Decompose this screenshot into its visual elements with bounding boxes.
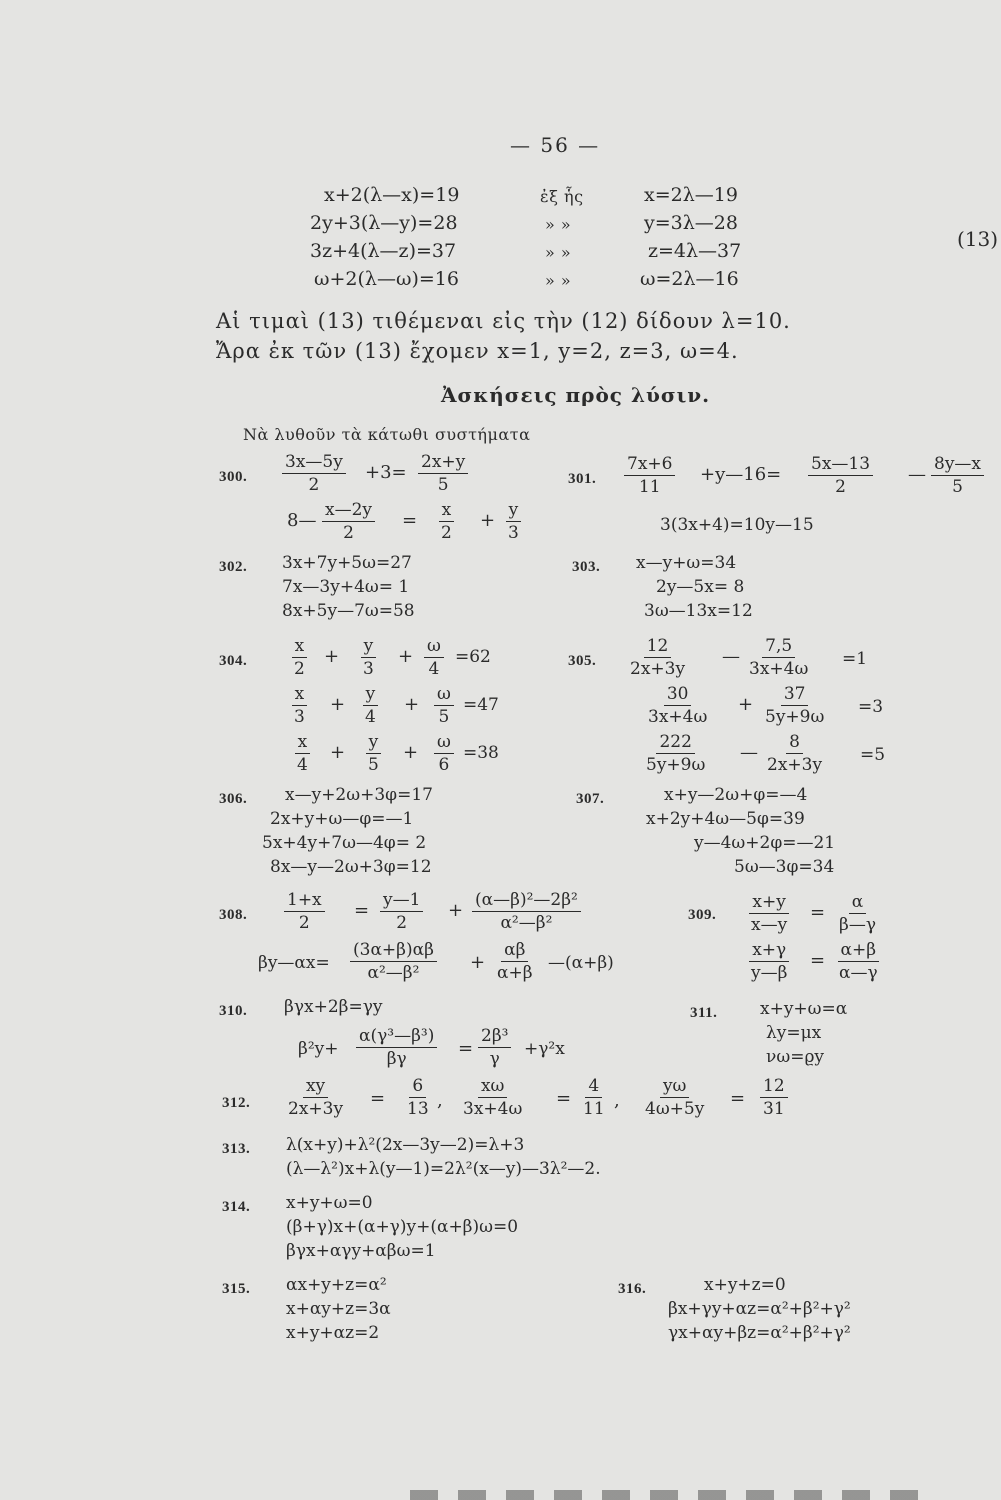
operator: — bbox=[740, 742, 758, 763]
equation-line: y—4ω+2φ=—21 bbox=[694, 833, 836, 853]
operator: — bbox=[722, 646, 740, 667]
fraction: $\frac{x}{3}$ bbox=[291, 684, 308, 727]
fraction: $\frac{5x—13}{2}$ bbox=[808, 454, 873, 497]
fraction: $\frac{y\omega}{4\omega+5y}$ bbox=[645, 1076, 705, 1119]
operator: + bbox=[330, 694, 346, 715]
exercise-number: 308. bbox=[219, 907, 248, 923]
fraction: $\frac{\text{α(γ³—β³)}}{\beta\gamma}$ bbox=[356, 1026, 437, 1069]
equation-line: 8x—y—2ω+3φ=12 bbox=[270, 857, 432, 877]
operator: =5 bbox=[860, 745, 886, 765]
operator: = bbox=[370, 1088, 386, 1109]
equation-line: x+αy+z=3α bbox=[286, 1299, 391, 1319]
fraction: $\frac{37}{5y+9\omega}$ bbox=[765, 684, 825, 727]
operator: =38 bbox=[463, 743, 499, 763]
fraction: $\frac{222}{5y+9\omega}$ bbox=[646, 732, 706, 775]
text-line-1: Αἱ τιμαὶ (13) τιθέμεναι εἰς τὴν (12) δίδουν λ=10. bbox=[216, 309, 791, 333]
instruction: Νὰ λυθοῦν τὰ κάτωθι συστήματα bbox=[243, 425, 531, 444]
operator: + bbox=[330, 742, 346, 763]
operator: +y—16= bbox=[700, 464, 782, 485]
operator: β²y+ bbox=[298, 1039, 339, 1059]
fraction: $\frac{x+y}{x—y}$ bbox=[751, 892, 788, 935]
equation-line: νω=ϱy bbox=[766, 1047, 825, 1067]
sys13-mid-4: » » bbox=[545, 271, 572, 290]
fraction: $\frac{6}{13}$ bbox=[407, 1076, 429, 1119]
fraction: $\frac{x}{4}$ bbox=[294, 732, 311, 775]
fraction: $\frac{\omega}{4}$ bbox=[424, 636, 444, 679]
equation-line: βγx+αγy+αβω=1 bbox=[286, 1241, 436, 1261]
equation-line: βx+γy+αz=α²+β²+γ² bbox=[668, 1299, 851, 1319]
operator: =62 bbox=[455, 647, 491, 667]
operator: = bbox=[810, 950, 826, 971]
operator: + bbox=[324, 646, 340, 667]
fraction: $\frac{y}{5}$ bbox=[365, 732, 382, 775]
sys13-mid-3: » » bbox=[545, 243, 572, 262]
equation-line: x—y+ω=34 bbox=[636, 553, 737, 573]
equation-line: x+y+ω=α bbox=[760, 999, 848, 1019]
fraction: $\frac{\omega}{5}$ bbox=[434, 684, 454, 727]
sys13-left-4: ω+2(λ—ω)=16 bbox=[314, 268, 459, 290]
sys13-right-4: ω=2λ—16 bbox=[640, 268, 739, 290]
fraction: $\frac{\alpha+\beta}{\alpha—\gamma}$ bbox=[839, 940, 878, 983]
fraction: $\frac{x+\gamma}{y—\beta}$ bbox=[751, 940, 788, 983]
equation-line: (λ—λ²)x+λ(y—1)=2λ²(x—y)—3λ²—2. bbox=[286, 1159, 601, 1179]
exercise-number: 315. bbox=[222, 1281, 251, 1297]
equation-line: x+y+z=0 bbox=[704, 1275, 786, 1295]
fraction: $\frac{y}{3}$ bbox=[505, 500, 522, 543]
operator: =3 bbox=[858, 697, 884, 717]
operator: + bbox=[404, 694, 420, 715]
sys13-left-3: 3z+4(λ—z)=37 bbox=[310, 240, 457, 262]
sys13-right-2: y=3λ—28 bbox=[644, 212, 738, 234]
equation-line: 2x+y+ω—φ=—1 bbox=[270, 809, 414, 829]
equation-line: x+y—2ω+φ=—4 bbox=[664, 785, 808, 805]
exercise-number: 310. bbox=[219, 1003, 248, 1019]
fraction: $\frac{12}{2x+3y}$ bbox=[630, 636, 686, 679]
operator: = bbox=[402, 510, 418, 531]
equation-label-13: (13) bbox=[957, 227, 999, 251]
sys13-left-2: 2y+3(λ—y)=28 bbox=[310, 212, 458, 234]
fraction: $\frac{2x+y}{5}$ bbox=[418, 452, 468, 495]
fraction: $\frac{x}{2}$ bbox=[291, 636, 308, 679]
equation-line: 3x+7y+5ω=27 bbox=[282, 553, 412, 573]
equation-line: 3(3x+4)=10y—15 bbox=[660, 515, 814, 535]
fraction: $\frac{12}{31}$ bbox=[760, 1076, 788, 1119]
operator: + bbox=[470, 952, 486, 973]
operator: + bbox=[480, 510, 496, 531]
exercise-number: 303. bbox=[572, 559, 601, 575]
equation-line: 5x+4y+7ω—4φ= 2 bbox=[262, 833, 427, 853]
operator: +3= bbox=[365, 462, 407, 483]
fraction: $\frac{\omega}{6}$ bbox=[434, 732, 454, 775]
fraction: $\frac{\text{2β³}}{\gamma}$ bbox=[478, 1026, 511, 1069]
operator: = bbox=[730, 1088, 746, 1109]
operator: = bbox=[458, 1038, 474, 1059]
fraction: $\frac{x\omega}{3x+4\omega}$ bbox=[463, 1076, 523, 1119]
equation-line: γx+αy+βz=α²+β²+γ² bbox=[668, 1323, 851, 1343]
operator: , bbox=[614, 1090, 620, 1111]
fraction: $\frac{7,5}{3x+4\omega}$ bbox=[749, 636, 809, 679]
fraction: $\frac{\alpha}{\beta—\gamma}$ bbox=[839, 892, 876, 935]
fraction: $\frac{xy}{2x+3y}$ bbox=[288, 1076, 344, 1119]
fraction: $\frac{\text{(α—β)²—2β²}}{\text{α²—β²}}$ bbox=[472, 890, 581, 933]
fraction: $\frac{7x+6}{11}$ bbox=[624, 454, 675, 497]
equation-line: x+y+αz=2 bbox=[286, 1323, 380, 1343]
exercise-number: 314. bbox=[222, 1199, 251, 1215]
equation-line: βγx+2β=γy bbox=[284, 997, 383, 1017]
exercise-number: 305. bbox=[568, 653, 597, 669]
fraction: $\frac{(3\alpha+\beta)\alpha\beta}{\text{α²—β²}}$ bbox=[350, 940, 437, 983]
sys13-mid-1: ἐξ ἧς bbox=[540, 187, 584, 206]
operator: + bbox=[403, 742, 419, 763]
fraction: $\frac{\alpha\beta}{\alpha+\beta}$ bbox=[497, 940, 533, 983]
operator: = bbox=[810, 902, 826, 923]
exercise-number: 313. bbox=[222, 1141, 251, 1157]
exercise-number: 302. bbox=[219, 559, 248, 575]
operator: =47 bbox=[463, 695, 499, 715]
operator: βy—αx= bbox=[258, 953, 330, 973]
operator: + bbox=[738, 694, 754, 715]
equation-line: αx+y+z=α² bbox=[286, 1275, 387, 1295]
exercise-number: 312. bbox=[222, 1095, 251, 1111]
fraction: $\frac{8}{2x+3y}$ bbox=[767, 732, 823, 775]
operator: + bbox=[398, 646, 414, 667]
equation-line: (β+γ)x+(α+γ)y+(α+β)ω=0 bbox=[286, 1217, 519, 1237]
fraction: $\frac{1+x}{2}$ bbox=[284, 890, 325, 933]
equation-line: x+2y+4ω—5φ=39 bbox=[646, 809, 805, 829]
sys13-right-1: x=2λ—19 bbox=[644, 184, 738, 206]
operator: =1 bbox=[842, 649, 868, 669]
exercise-number: 311. bbox=[690, 1005, 718, 1021]
exercise-number: 304. bbox=[219, 653, 248, 669]
exercise-number: 300. bbox=[219, 469, 248, 485]
sys13-mid-2: » » bbox=[545, 215, 572, 234]
fraction: $\frac{4}{11}$ bbox=[583, 1076, 605, 1119]
exercise-number: 316. bbox=[618, 1281, 647, 1297]
sys13-left-1: x+2(λ—x)=19 bbox=[324, 184, 460, 206]
fraction: $\frac{y}{4}$ bbox=[362, 684, 379, 727]
next-page-bleed bbox=[410, 1490, 930, 1500]
equation-line: x+y+ω=0 bbox=[286, 1193, 373, 1213]
operator: —(α+β) bbox=[548, 953, 614, 973]
fraction: $\frac{30}{3x+4\omega}$ bbox=[648, 684, 708, 727]
fraction: $\frac{y—1}{2}$ bbox=[380, 890, 423, 933]
equation-line: 2y—5x= 8 bbox=[656, 577, 745, 597]
section-heading: Ἀσκήσεις πρὸς λύσιν. bbox=[441, 383, 711, 407]
equation-line: 8x+5y—7ω=58 bbox=[282, 601, 415, 621]
operator: = bbox=[354, 900, 370, 921]
equation-line: 5ω—3φ=34 bbox=[734, 857, 835, 877]
text-line-2: Ἄρα ἐκ τῶν (13) ἔχομεν x=1, y=2, z=3, ω=4. bbox=[216, 339, 739, 363]
sys13-right-3: z=4λ—37 bbox=[648, 240, 742, 262]
operator: 8— bbox=[287, 510, 317, 531]
exercise-number: 301. bbox=[568, 471, 597, 487]
fraction: $\frac{x}{2}$ bbox=[438, 500, 455, 543]
operator: — bbox=[908, 464, 926, 485]
fraction: $\frac{8y—x}{5}$ bbox=[931, 454, 984, 497]
operator: +γ²x bbox=[524, 1039, 565, 1059]
exercise-number: 306. bbox=[219, 791, 248, 807]
equation-line: λy=μx bbox=[766, 1023, 822, 1043]
equation-line: 7x—3y+4ω= 1 bbox=[282, 577, 410, 597]
equation-line: 3ω—13x=12 bbox=[644, 601, 753, 621]
operator: + bbox=[448, 900, 464, 921]
operator: , bbox=[437, 1090, 443, 1111]
fraction: $\frac{x—2y}{2}$ bbox=[322, 500, 375, 543]
exercise-number: 307. bbox=[576, 791, 605, 807]
equation-line: λ(x+y)+λ²(2x—3y—2)=λ+3 bbox=[286, 1135, 525, 1155]
fraction: $\frac{y}{3}$ bbox=[360, 636, 377, 679]
exercise-number: 309. bbox=[688, 907, 717, 923]
page-number: — 56 — bbox=[510, 133, 601, 157]
fraction: $\frac{3x—5y}{2}$ bbox=[282, 452, 346, 495]
equation-line: x—y+2ω+3φ=17 bbox=[285, 785, 433, 805]
operator: = bbox=[556, 1088, 572, 1109]
